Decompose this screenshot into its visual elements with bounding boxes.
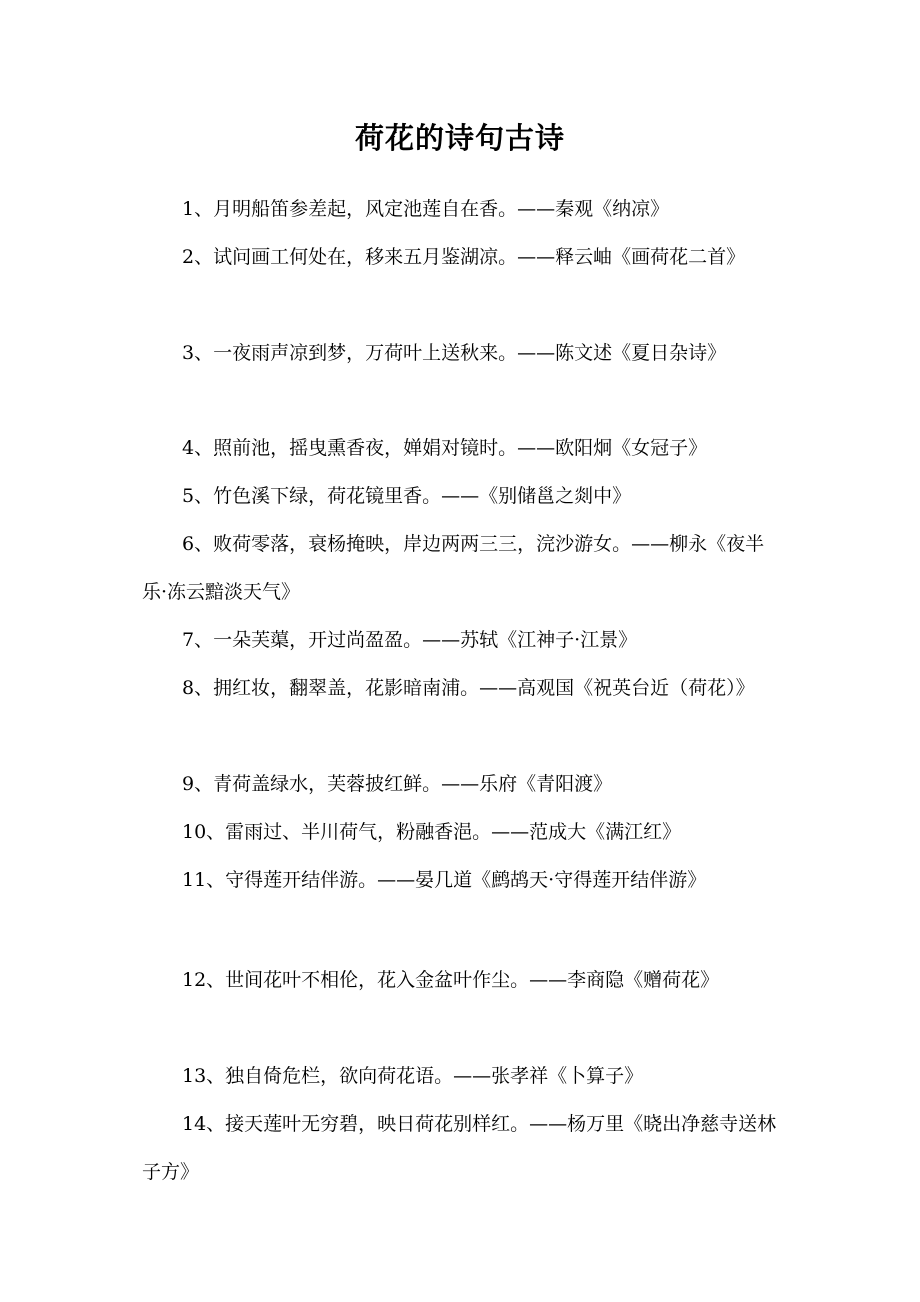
poem-line-8: 8、拥红妆，翻翠盖，花影暗南浦。——高观国《祝英台近（荷花）》 xyxy=(182,677,755,699)
poem-line-10: 10、雷雨过、半川荷气，粉融香浥。——范成大《满江红》 xyxy=(182,821,682,843)
poem-line-2: 2、试问画工何处在，移来五月鉴湖凉。——释云岫《画荷花二首》 xyxy=(182,246,746,268)
poem-line-12: 12、世间花叶不相伦，花入金盆叶作尘。——李商隐《赠荷花》 xyxy=(182,969,720,991)
poem-line-11: 11、守得莲开结伴游。——晏几道《鹧鸪天·守得莲开结伴游》 xyxy=(182,869,707,891)
page-title: 荷花的诗句古诗 xyxy=(354,121,565,155)
poem-line-13: 13、独自倚危栏，欲向荷花语。——张孝祥《卜算子》 xyxy=(182,1065,644,1087)
poem-line-14: 14、接天莲叶无穷碧，映日荷花别样红。——杨万里《晓出净慈寺送林子方》 xyxy=(142,1113,777,1183)
poem-line-7: 7、一朵芙蕖，开过尚盈盈。——苏轼《江神子·江景》 xyxy=(182,629,638,651)
poem-line-5: 5、竹色溪下绿，荷花镜里香。——《别储邕之剡中》 xyxy=(182,485,632,507)
poem-line-9: 9、青荷盖绿水，芙蓉披红鲜。——乐府《青阳渡》 xyxy=(182,773,613,795)
poem-line-1: 1、月明船笛参差起，风定池莲自在香。——秦观《纳凉》 xyxy=(182,198,670,220)
poem-line-6: 6、败荷零落，衰杨掩映，岸边两两三三，浣沙游女。——柳永《夜半乐·冻云黯淡天气》 xyxy=(142,533,765,603)
poem-line-4: 4、照前池，摇曳熏香夜，婵娟对镜时。——欧阳炯《女冠子》 xyxy=(182,437,708,459)
poem-line-3: 3、一夜雨声凉到梦，万荷叶上送秋来。——陈文述《夏日杂诗》 xyxy=(182,342,727,364)
